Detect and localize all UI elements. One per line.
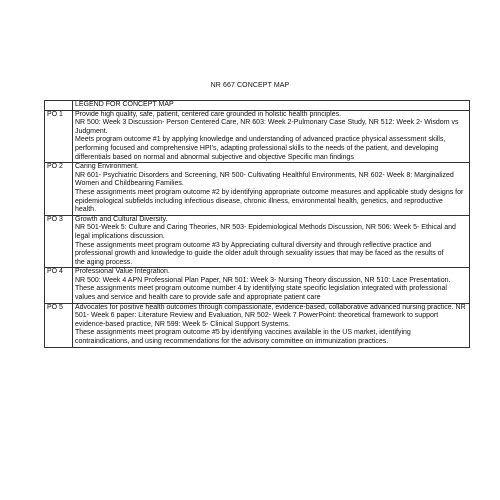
content-line: Provide high quality, safe, patient, centered care grounded in holistic health principles.	[75, 110, 342, 118]
table-row	[45, 268, 470, 303]
page-title: NR 667 CONCEPT MAP	[210, 82, 290, 89]
legend-row	[45, 101, 470, 111]
table-row	[45, 215, 470, 268]
table-row	[45, 110, 470, 163]
content-line: NR 501-Week 5: Culture and Caring Theories, NR 503- Epidemiological Methods Discussion, NR 506: Week 5- Ethical and legal implications discussion.	[75, 224, 456, 240]
row-content	[73, 110, 470, 163]
content-line: These assignments meet program outcome #2 by identifying appropriate outcome measures and applicable study designs for epidemiological subfields including infectious disease, chronic illness, environmental health, genetics, and reproductive	[75, 188, 464, 205]
content-line: differentials based on normal and abnormal subjective and objective Specific man findings	[75, 153, 354, 161]
row-label: PO 4	[45, 268, 73, 303]
legend-header-cell: LEGEND FOR CONCEPT MAP	[73, 101, 470, 111]
content-line: values and service and health care to provide safe and appropriate patient care	[75, 294, 321, 302]
content-line: Professional Value Integration.	[75, 268, 170, 276]
row-content	[73, 303, 470, 347]
content-line: the aging process.	[75, 258, 133, 266]
table-row	[45, 163, 470, 216]
row-label: PO 5	[45, 303, 73, 347]
row-content	[73, 268, 470, 303]
content-line: Advocates for positive health outcomes through compassionate, evidence-based, collaborative advanced nursing practice. NR 501- Week 6 paper: Literature Review and Evaluation, NR 502- Week 7 PowerPoint: theoretical framework to support evidence-based practice, NR 599: Week 5- Clinical Support Systems.	[75, 303, 466, 328]
table-row	[45, 303, 470, 347]
row-label: PO 2	[45, 163, 73, 216]
content-line: health.	[75, 206, 97, 214]
content-line: These assignments meet program outcome #3 by Appreciating cultural diversity and through reflective practice and professional growth and knowledge to guide the older adult through sexuality issues that may be faced as the results of	[75, 241, 444, 258]
row-content	[73, 215, 470, 268]
content-line: Meets program outcome #1 by applying knowledge and understanding of advanced practice physical assessment skills, performing focused and comprehensive HPI’s, adapting professional skills to the needs of the patient, and developing	[75, 136, 446, 152]
row-content	[73, 163, 470, 216]
content-line: NR 500: Week 3 Discussion- Person Centered Care, NR 603: Week 2-Pulmonary Case Study, NR 512: Week 2- Wisdom vs Judgment.	[75, 119, 459, 135]
content-line: NR 500: Week 4 APN Professional Plan Paper, NR 501: Week 3- Nursing Theory discussion, NR 510: Lace Presentation. These assignments meet program outcome number 4 by identifying state specific legislation integrated with professional	[75, 276, 451, 293]
legend-label-cell	[45, 101, 73, 111]
content-line: Growth and Cultural Diversity.	[75, 215, 168, 223]
row-label: PO 3	[45, 215, 73, 268]
concept-map-table	[44, 100, 470, 348]
content-line: Caring Environment.	[75, 163, 139, 171]
row-label: PO 1	[45, 110, 73, 163]
content-line: These assignments meet program outcome #5 by identifying vaccines available in the US market, identifying contraindications, and using recommendations for the advisory committee on immunization practices.	[75, 329, 411, 346]
content-line: NR 601- Psychiatric Disorders and Screening, NR 500- Cultivating Healthful Environments, NR 602- Week 8: Marginalized Women and Childbearing Families.	[75, 171, 454, 188]
